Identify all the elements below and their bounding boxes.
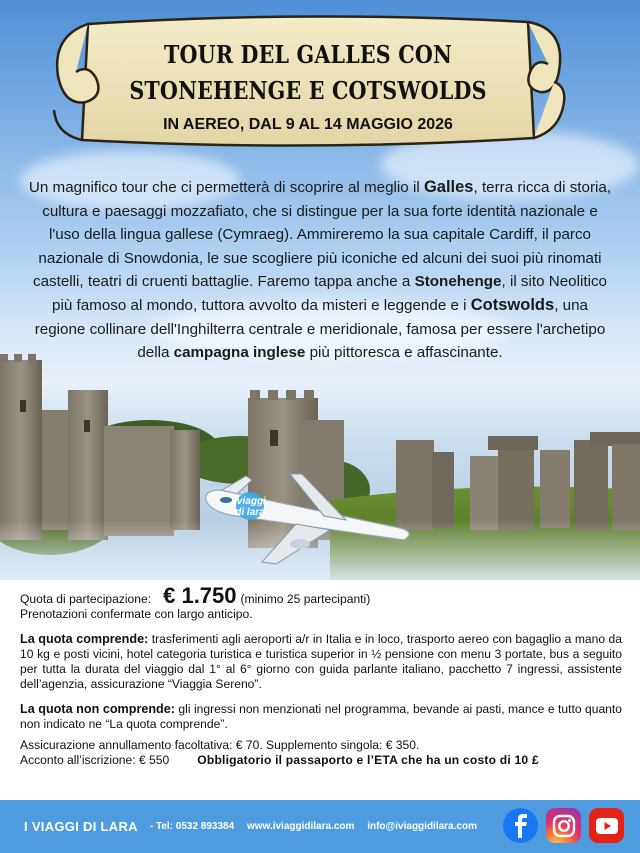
minimum-participants: (minimo 25 partecipanti) <box>240 592 371 606</box>
deposit-line: Acconto all’iscrizione: € 550 <box>20 753 170 767</box>
intro-highlight-campagna: campagna inglese <box>173 344 306 362</box>
intro-highlight-stonehenge: Stonehenge <box>414 273 502 291</box>
email-link[interactable]: info@iviaggidilara.com <box>367 821 477 832</box>
intro-text: , terra ricca di storia, cultura e paesaggi mozzafiato, che si distingue per la sua forte identità nazionale e l'uso della lingua gallese (Cymraeg). Ammireremo la sua capitale Cardiff, il parco nazionale di Snowdonia, le sue scogliere più iconiche ed alcuni dei suoi più rinomati castelli, teatri di cruenti battaglie. Faremo tappa anche a <box>32 179 612 291</box>
title-scroll <box>48 6 568 156</box>
website-link[interactable]: www.iviaggidilara.com <box>246 821 355 832</box>
facebook-icon[interactable] <box>503 808 538 843</box>
plane-logo-line2: di lara <box>235 507 265 518</box>
intro-highlight-cotswolds: Cotswolds <box>470 295 555 314</box>
price-label: Quota di partecipazione: <box>20 592 152 606</box>
intro-text: Un magnifico tour che ci permetterà di scoprire al meglio il <box>28 179 424 196</box>
excludes-paragraph <box>20 702 622 732</box>
intro-paragraph <box>28 176 612 365</box>
tour-title-line2: STONEHENGE E COTSWOLDS <box>129 76 487 105</box>
excludes-label: La quota non comprende: <box>20 702 175 716</box>
info-section <box>20 583 622 768</box>
price-line <box>20 583 622 608</box>
tour-title-line1: TOUR DEL GALLES CON <box>163 40 453 69</box>
footer-bar <box>0 800 640 853</box>
intro-highlight-galles: Galles <box>423 178 474 196</box>
intro-text: più pittoresca e affascinante. <box>305 344 503 362</box>
agency-brand: I VIAGGI DI LARA <box>24 819 138 834</box>
early-booking-note: Prenotazioni confermate con largo anticipo. <box>20 607 253 621</box>
plane-logo-line1: iviaggi <box>234 496 266 507</box>
intro-text: , il sito Neolitico più famoso al mondo, tuttora avvolto da misteri e leggende e i <box>52 273 608 314</box>
youtube-icon[interactable] <box>589 808 624 843</box>
instagram-icon[interactable] <box>546 808 581 843</box>
phone-number: - Tel: 0532 893384 <box>149 821 235 832</box>
fees-block <box>20 738 622 768</box>
castle-stonehenge-scene <box>0 340 640 580</box>
passport-notice: Obbligatorio il passaporto e l’ETA che ha un costo di 10 £ <box>197 753 539 767</box>
excludes-text: gli ingressi non menzionati nel programma, bevande ai pasti, mance e tutto quanto non indicato ne “La quota comprende”. <box>20 702 622 731</box>
includes-label: La quota comprende: <box>20 632 149 646</box>
intro-text: , una regione collinare dell'Inghilterra centrale e meridionale, famosa per essere l'archetipo della <box>34 296 606 362</box>
contact-info <box>150 821 487 832</box>
price-value: € 1.750 <box>163 583 237 608</box>
includes-paragraph <box>20 632 622 692</box>
insurance-supplement-line: Assicurazione annullamento facoltativa: € 70. Supplemento singola: € 350. <box>20 738 420 752</box>
social-links <box>503 808 624 843</box>
tour-dates: IN AEREO, DAL 9 AL 14 MAGGIO 2026 <box>163 116 453 133</box>
includes-text: trasferimenti agli aeroporti a/r in Italia e in loco, trasporto aereo con bagaglio a mano da 10 kg e posti vicini, hotel categoria turistica e turistica superior in ½ pensione con menu 3 portate, bus a seguito per tutta la durata del viaggio dal 1° al 6° giorno con guida parlante italiano, pacchetto 7 ingressi, assistente dell’agenzia, assicurazione “Viaggia Sereno”. <box>20 632 622 691</box>
